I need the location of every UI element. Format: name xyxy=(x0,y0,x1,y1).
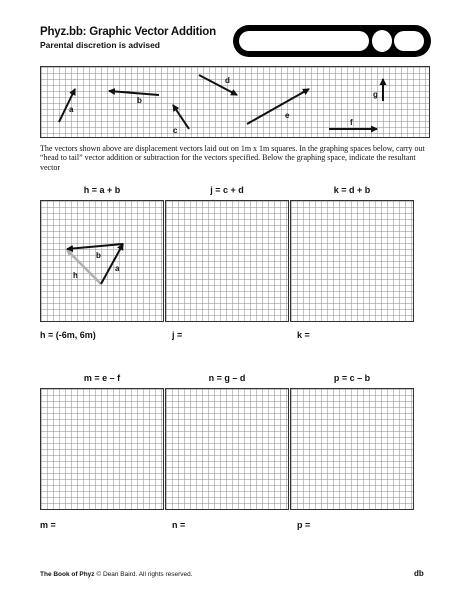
example-label-a: a xyxy=(115,264,120,273)
vector-c-label: c xyxy=(173,126,178,135)
footer-initials: db xyxy=(414,569,424,578)
vector-d-arrow xyxy=(199,75,237,95)
header-pill-long xyxy=(239,31,369,51)
graph-space-h[interactable] xyxy=(40,200,164,322)
example-vector-b xyxy=(67,244,123,249)
graph-space-n[interactable] xyxy=(165,388,289,510)
answer-k: k = xyxy=(297,330,310,340)
example-solution-svg xyxy=(41,201,165,323)
example-label-b: b xyxy=(96,251,101,260)
equation-n: n = g – d xyxy=(208,373,246,383)
vector-e-arrow xyxy=(247,89,309,124)
graph-space-m[interactable] xyxy=(40,388,164,510)
header-pill-round xyxy=(372,30,392,52)
footer-copyright: © Dean Baird. All rights reserved. xyxy=(96,571,193,578)
header-pill-short xyxy=(394,31,424,51)
vector-b-label: b xyxy=(137,96,142,105)
instructions-text: The vectors shown above are displacement vectors laid out on 1m x 1m squares. In the graphing spaces below, carry out “head to tail” vector addition or subtraction for the vectors specified. Below the graphing space, indicate the resultant vector xyxy=(40,144,425,172)
footer-credit xyxy=(40,571,193,578)
graph-space-p[interactable] xyxy=(290,388,414,510)
vector-d-label: d xyxy=(225,76,230,85)
graph-space-j[interactable] xyxy=(165,200,289,322)
vector-a-label: a xyxy=(69,105,74,114)
footer-book-title: The Book of Phyz xyxy=(40,571,95,578)
equation-m: m = e – f xyxy=(83,373,121,383)
answer-n: n = xyxy=(172,520,186,530)
equation-h: h = a + b xyxy=(83,185,121,195)
equation-p: p = c – b xyxy=(333,373,371,383)
example-label-h: h xyxy=(73,271,78,280)
vector-grid xyxy=(40,66,430,138)
equation-j: j = c + d xyxy=(210,185,244,195)
equation-k: k = d + b xyxy=(333,185,371,195)
page-title: Phyz.bb: Graphic Vector Addition xyxy=(40,26,216,38)
vector-grid-svg xyxy=(41,67,431,139)
page-subtitle: Parental discretion is advised xyxy=(40,40,160,50)
answer-j: j = xyxy=(172,330,183,340)
vector-e-label: e xyxy=(285,111,290,120)
vector-b-arrow xyxy=(109,91,159,95)
answer-m: m = xyxy=(40,520,56,530)
vector-g-label: g xyxy=(373,90,378,99)
answer-p: p = xyxy=(297,520,311,530)
example-vector-a xyxy=(101,244,123,284)
vector-f-label: f xyxy=(350,118,353,127)
graph-space-k[interactable] xyxy=(290,200,414,322)
header-decoration xyxy=(233,25,431,57)
answer-h: h = (-6m, 6m) xyxy=(40,330,96,340)
